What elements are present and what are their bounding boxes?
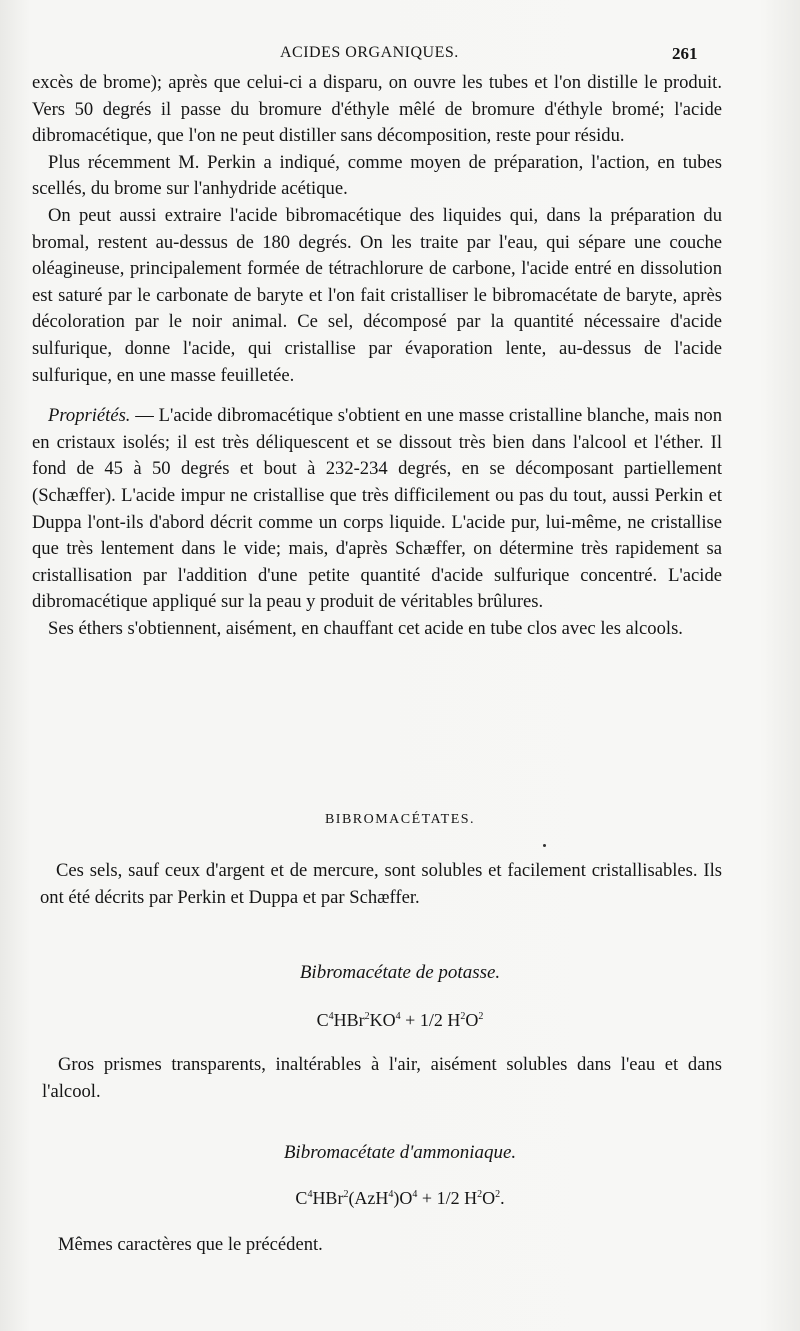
ammoniaque-formula: $C^4HBr^2(AzH^4)O^4 + 1/2$ $H^2O^2$. <box>295 1188 505 1208</box>
paragraph-1: excès de brome); après que celui-ci a disparu, on ouvre les tubes et l'on distille le produit. Vers 50 degrés il passe du bromure d'éthyle mêlé de bromure d'éthyle bromé; l'acide dibromacétique, que l'on ne peut distiller sans décomposition, reste pour résidu. <box>32 72 722 147</box>
section-intro-text: Ces sels, sauf ceux d'argent et de mercure, sont solubles et facilement cristallisables. Ils ont été décrits par Perkin et Duppa et par Schæffer. <box>40 860 722 908</box>
page-number: 261 <box>672 44 698 63</box>
ammoniaque-text: Mêmes caractères que le précédent. <box>58 1234 323 1255</box>
running-title: ACIDES ORGANIQUES. <box>280 44 459 61</box>
paragraph-3: On peut aussi extraire l'acide bibromacétique des liquides qui, dans la préparation du bromal, restent au-dessus de 180 degrés. On les traite par l'eau, qui sépare une couche oléagineuse, principalement formée de tétrachlorure de carbone, l'acide entré en dissolution est saturé par le carbonate de baryte et l'on fait cristalliser le bibromacétate de baryte, après décoloration par le noir animal. Ce sel, décomposé par la quantité nécessaire d'acide sulfurique, donne l'acide, qui cristallise par évaporation lente, au-dessus de l'acide sulfurique, en une masse feuilletée. <box>32 204 722 386</box>
main-text <box>32 70 722 642</box>
potasse-text: Gros prismes transparents, inaltérables à l'air, aisément solubles dans l'eau et dans l'alcool. <box>42 1054 722 1102</box>
ammoniaque-title: Bibromacétate d'ammoniaque. <box>283 1142 517 1163</box>
paragraph-ethers: Ses éthers s'obtiennent, aisément, en chauffant cet acide en tube clos avec les alcools. <box>48 617 683 639</box>
potasse-title: Bibromacétate de potasse. <box>299 962 501 983</box>
potasse-formula: $C^4HBr^2KO^4 + 1/2$ $H^2O^2$ <box>316 1010 484 1030</box>
paragraph-properties <box>32 403 722 616</box>
running-head <box>0 44 800 68</box>
properties-text: — L'acide dibromacétique s'obtient en une masse cristalline blanche, mais non en cristaux isolés; il est très déliquescent et se dissout très bien dans l'alcool et l'éther. Il fond de 45 à 50 degrés et bout à 232-234 degrés, en se décomposant partiellement (Schæffer). L'acide impur ne cristallise que très difficilement ou pas du tout, aussi Perkin et Duppa l'ont-ils d'abord décrit comme un corps liquide. L'acide pur, lui-même, ne cristallise que très lentement dans le vide; mais, d'après Schæffer, on détermine très rapidement sa cristallisation par l'addition d'une petite quantité d'acide sulfurique concentré. L'acide dibromacétique appliqué sur la peau y produit de véritables brûlures. <box>32 405 722 613</box>
ammoniaque-description <box>42 1232 722 1259</box>
paragraph-2: Plus récemment M. Perkin a indiqué, comme moyen de préparation, l'action, en tubes scellés, du brome sur l'anhydride acétique. <box>32 151 722 200</box>
section-heading: BIBROMACÉTATES. <box>324 812 476 827</box>
potasse-description <box>42 1052 722 1105</box>
section-intro <box>40 858 722 911</box>
print-speck <box>543 844 546 847</box>
properties-label: Propriétés. <box>48 405 131 427</box>
